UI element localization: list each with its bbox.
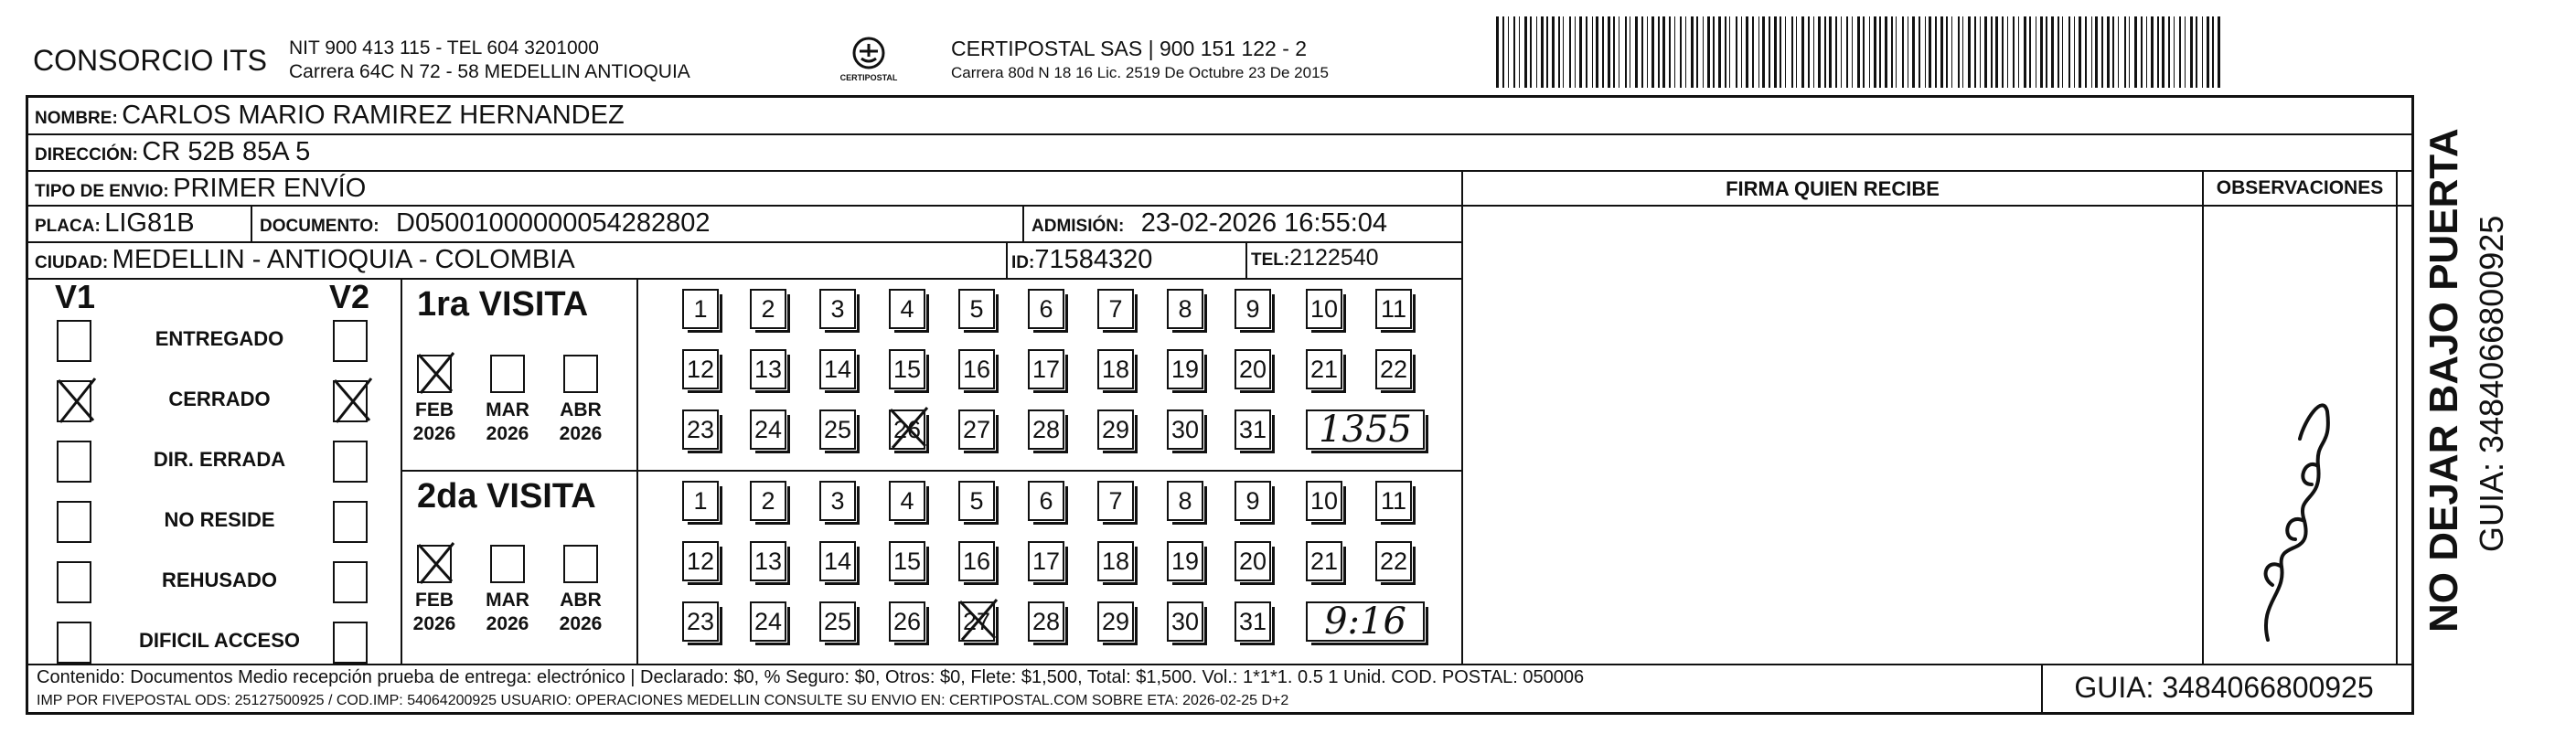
day-box: 12 bbox=[682, 541, 719, 581]
day-box: 22 bbox=[1375, 541, 1412, 581]
ciudad-value: MEDELLIN - ANTIOQUIA - COLOMBIA bbox=[112, 245, 575, 274]
day-box: 11 bbox=[1375, 289, 1412, 329]
first-visit-title: 1ra VISITA bbox=[417, 285, 589, 324]
nombre-row bbox=[35, 101, 625, 131]
day-box: 2 bbox=[750, 481, 786, 521]
v1-box bbox=[57, 501, 91, 543]
contenido-text: Contenido: Documentos Medio recepción prueba de entrega: electrónico | Declarado: $0, % Seguro: $0, Otros: $0, Flete: $1,500, Total: $1,500. Vol.: 1*1*1. 0.5 1 Unid. COD. POSTAL: 050006 bbox=[37, 667, 1585, 687]
footer-guia: GUIA: 3484066800925 bbox=[2074, 671, 2374, 704]
day-box: 29 bbox=[1097, 601, 1134, 642]
firma-header: FIRMA QUIEN RECIBE bbox=[1726, 177, 1940, 200]
tipo-value: PRIMER ENVÍO bbox=[173, 174, 367, 203]
day-box: 19 bbox=[1167, 541, 1203, 581]
tel-label: TEL: bbox=[1251, 250, 1290, 270]
day-box: 7 bbox=[1097, 289, 1134, 329]
signature bbox=[2231, 384, 2350, 649]
tipo-row bbox=[35, 174, 366, 204]
status-option-label: REHUSADO bbox=[162, 569, 277, 591]
day-box: 10 bbox=[1306, 289, 1342, 329]
barcode bbox=[1496, 16, 2224, 88]
nombre-label: NOMBRE: bbox=[35, 109, 118, 128]
placa-row bbox=[35, 208, 195, 239]
day-box: 5 bbox=[958, 289, 995, 329]
day-box: 17 bbox=[1028, 349, 1064, 389]
v2-box bbox=[333, 561, 368, 603]
check-x-icon bbox=[331, 377, 373, 424]
day-box: 15 bbox=[889, 541, 925, 581]
placa-value: LIG81B bbox=[104, 208, 195, 238]
day-box: 31 bbox=[1235, 601, 1271, 642]
day-box: 23 bbox=[682, 601, 719, 642]
day-box: 15 bbox=[889, 349, 925, 389]
v2-box bbox=[333, 320, 368, 362]
day-box: 8 bbox=[1167, 289, 1203, 329]
day-box: 23 bbox=[682, 409, 719, 450]
ciudad-row bbox=[35, 245, 575, 275]
day-box: 3 bbox=[819, 481, 856, 521]
day-box: 24 bbox=[750, 601, 786, 642]
side-notice: NO DEJAR BAJO PUERTA bbox=[2421, 128, 2466, 633]
month-label bbox=[549, 399, 613, 446]
month-name: FEB bbox=[415, 399, 454, 420]
day-box: 28 bbox=[1028, 601, 1064, 642]
v1-box bbox=[57, 561, 91, 603]
placa-label: PLACA: bbox=[35, 217, 101, 236]
day-box: 25 bbox=[819, 409, 856, 450]
documento-label: DOCUMENTO: bbox=[260, 217, 379, 236]
check-x-icon bbox=[55, 377, 97, 424]
imp-text: IMP POR FIVEPOSTAL ODS: 25127500925 / COD.IMP: 54064200925 USUARIO: OPERACIONES MEDELLIN CONSULTE SU ENVIO EN: CERTIPOSTAL.COM SOBRE ETA: 2026-02-25 D+2 bbox=[37, 693, 1289, 708]
status-option-label: DIR. ERRADA bbox=[153, 448, 286, 471]
v2-box bbox=[333, 622, 368, 664]
day-box: 26 bbox=[889, 601, 925, 642]
ciudad-label: CIUDAD: bbox=[35, 253, 109, 272]
month-box bbox=[563, 545, 598, 583]
day-box: 31 bbox=[1235, 409, 1271, 450]
check-x-icon bbox=[887, 406, 929, 450]
direccion-value: CR 52B 85A 5 bbox=[142, 137, 311, 166]
month-year: 2026 bbox=[486, 613, 529, 634]
check-x-icon bbox=[415, 351, 455, 395]
day-box: 9 bbox=[1235, 481, 1271, 521]
month-year: 2026 bbox=[412, 423, 456, 444]
documento-row bbox=[260, 208, 711, 239]
month-name: MAR bbox=[486, 590, 529, 611]
direccion-row bbox=[35, 137, 310, 167]
day-box: 16 bbox=[958, 349, 995, 389]
nombre-value: CARLOS MARIO RAMIREZ HERNANDEZ bbox=[122, 101, 625, 130]
id-row bbox=[1011, 245, 1152, 275]
logo-icon bbox=[832, 33, 905, 91]
day-box: 13 bbox=[750, 349, 786, 389]
tel-row bbox=[1251, 245, 1379, 271]
day-box: 18 bbox=[1097, 541, 1134, 581]
month-label bbox=[402, 399, 466, 446]
month-label bbox=[402, 589, 466, 636]
v1-box bbox=[57, 320, 91, 362]
day-box: 6 bbox=[1028, 481, 1064, 521]
v2-box bbox=[333, 501, 368, 543]
month-box bbox=[563, 355, 598, 393]
day-box: 27 bbox=[958, 601, 995, 642]
month-name: ABR bbox=[560, 590, 602, 611]
month-name: MAR bbox=[486, 399, 529, 420]
day-box: 20 bbox=[1235, 349, 1271, 389]
side-guia: GUIA: 3484066800925 bbox=[2473, 215, 2510, 552]
day-box: 28 bbox=[1028, 409, 1064, 450]
month-label bbox=[549, 589, 613, 636]
handwritten-time: 9:16 bbox=[1306, 601, 1425, 642]
day-box: 8 bbox=[1167, 481, 1203, 521]
day-box: 30 bbox=[1167, 409, 1203, 450]
v1-box bbox=[57, 622, 91, 664]
month-name: FEB bbox=[415, 590, 454, 611]
day-box: 9 bbox=[1235, 289, 1271, 329]
status-option-label: NO RESIDE bbox=[164, 508, 275, 531]
second-visit-title: 2da VISITA bbox=[417, 477, 596, 516]
admision-label: ADMISIÓN: bbox=[1031, 217, 1125, 236]
month-label bbox=[476, 589, 540, 636]
day-box: 3 bbox=[819, 289, 856, 329]
admision-value: 23-02-2026 16:55:04 bbox=[1140, 208, 1388, 238]
v2-label: V2 bbox=[329, 278, 370, 315]
day-box: 19 bbox=[1167, 349, 1203, 389]
day-box: 10 bbox=[1306, 481, 1342, 521]
day-box: 12 bbox=[682, 349, 719, 389]
month-year: 2026 bbox=[559, 423, 603, 444]
day-box: 1 bbox=[682, 481, 719, 521]
day-box: 13 bbox=[750, 541, 786, 581]
v1-box bbox=[57, 380, 91, 422]
id-value: 71584320 bbox=[1034, 245, 1153, 274]
day-box: 22 bbox=[1375, 349, 1412, 389]
handwritten-time: 1355 bbox=[1306, 409, 1425, 450]
day-box: 2 bbox=[750, 289, 786, 329]
check-x-icon bbox=[415, 541, 455, 585]
id-label: ID: bbox=[1011, 253, 1035, 272]
documento-value: D05001000000054282802 bbox=[396, 208, 711, 238]
month-label bbox=[476, 399, 540, 446]
day-box: 4 bbox=[889, 289, 925, 329]
month-year: 2026 bbox=[559, 613, 603, 634]
observaciones-header: OBSERVACIONES bbox=[2216, 177, 2384, 198]
tipo-label: TIPO DE ENVIO: bbox=[35, 182, 169, 201]
company-nit: NIT 900 413 115 - TEL 604 3201000 bbox=[289, 37, 599, 58]
check-x-icon bbox=[957, 598, 999, 642]
company-name: CONSORCIO ITS bbox=[33, 44, 268, 77]
day-box: 25 bbox=[819, 601, 856, 642]
courier-address: Carrera 80d N 18 16 Lic. 2519 De Octubre 23 De 2015 bbox=[951, 64, 1329, 81]
tel-value: 2122540 bbox=[1289, 245, 1379, 271]
status-option-label: CERRADO bbox=[168, 388, 271, 410]
day-box: 7 bbox=[1097, 481, 1134, 521]
month-year: 2026 bbox=[412, 613, 456, 634]
status-option-label: ENTREGADO bbox=[155, 327, 284, 350]
v1-label: V1 bbox=[55, 278, 96, 315]
status-option-label: DIFICIL ACCESO bbox=[138, 629, 300, 652]
month-year: 2026 bbox=[486, 423, 529, 444]
day-box: 21 bbox=[1306, 541, 1342, 581]
day-box: 14 bbox=[819, 349, 856, 389]
day-box: 1 bbox=[682, 289, 719, 329]
day-box: 29 bbox=[1097, 409, 1134, 450]
day-box: 30 bbox=[1167, 601, 1203, 642]
day-box: 17 bbox=[1028, 541, 1064, 581]
day-box: 14 bbox=[819, 541, 856, 581]
day-box: 20 bbox=[1235, 541, 1271, 581]
logo-text: CERTIPOSTAL bbox=[839, 73, 898, 82]
day-box: 6 bbox=[1028, 289, 1064, 329]
v1-box bbox=[57, 441, 91, 483]
direccion-label: DIRECCIÓN: bbox=[35, 145, 138, 165]
month-box bbox=[417, 355, 452, 393]
certipostal-logo bbox=[832, 33, 905, 91]
day-box: 21 bbox=[1306, 349, 1342, 389]
admision-row bbox=[1031, 208, 1387, 239]
v2-box bbox=[333, 441, 368, 483]
day-box: 26 bbox=[889, 409, 925, 450]
v2-box bbox=[333, 380, 368, 422]
month-box bbox=[490, 355, 525, 393]
month-box bbox=[417, 545, 452, 583]
day-box: 24 bbox=[750, 409, 786, 450]
day-box: 18 bbox=[1097, 349, 1134, 389]
day-box: 11 bbox=[1375, 481, 1412, 521]
day-box: 27 bbox=[958, 409, 995, 450]
day-box: 4 bbox=[889, 481, 925, 521]
company-address: Carrera 64C N 72 - 58 MEDELLIN ANTIOQUIA bbox=[289, 61, 690, 82]
day-box: 5 bbox=[958, 481, 995, 521]
month-box bbox=[490, 545, 525, 583]
courier-name: CERTIPOSTAL SAS | 900 151 122 - 2 bbox=[951, 37, 1308, 60]
month-name: ABR bbox=[560, 399, 602, 420]
day-box: 16 bbox=[958, 541, 995, 581]
